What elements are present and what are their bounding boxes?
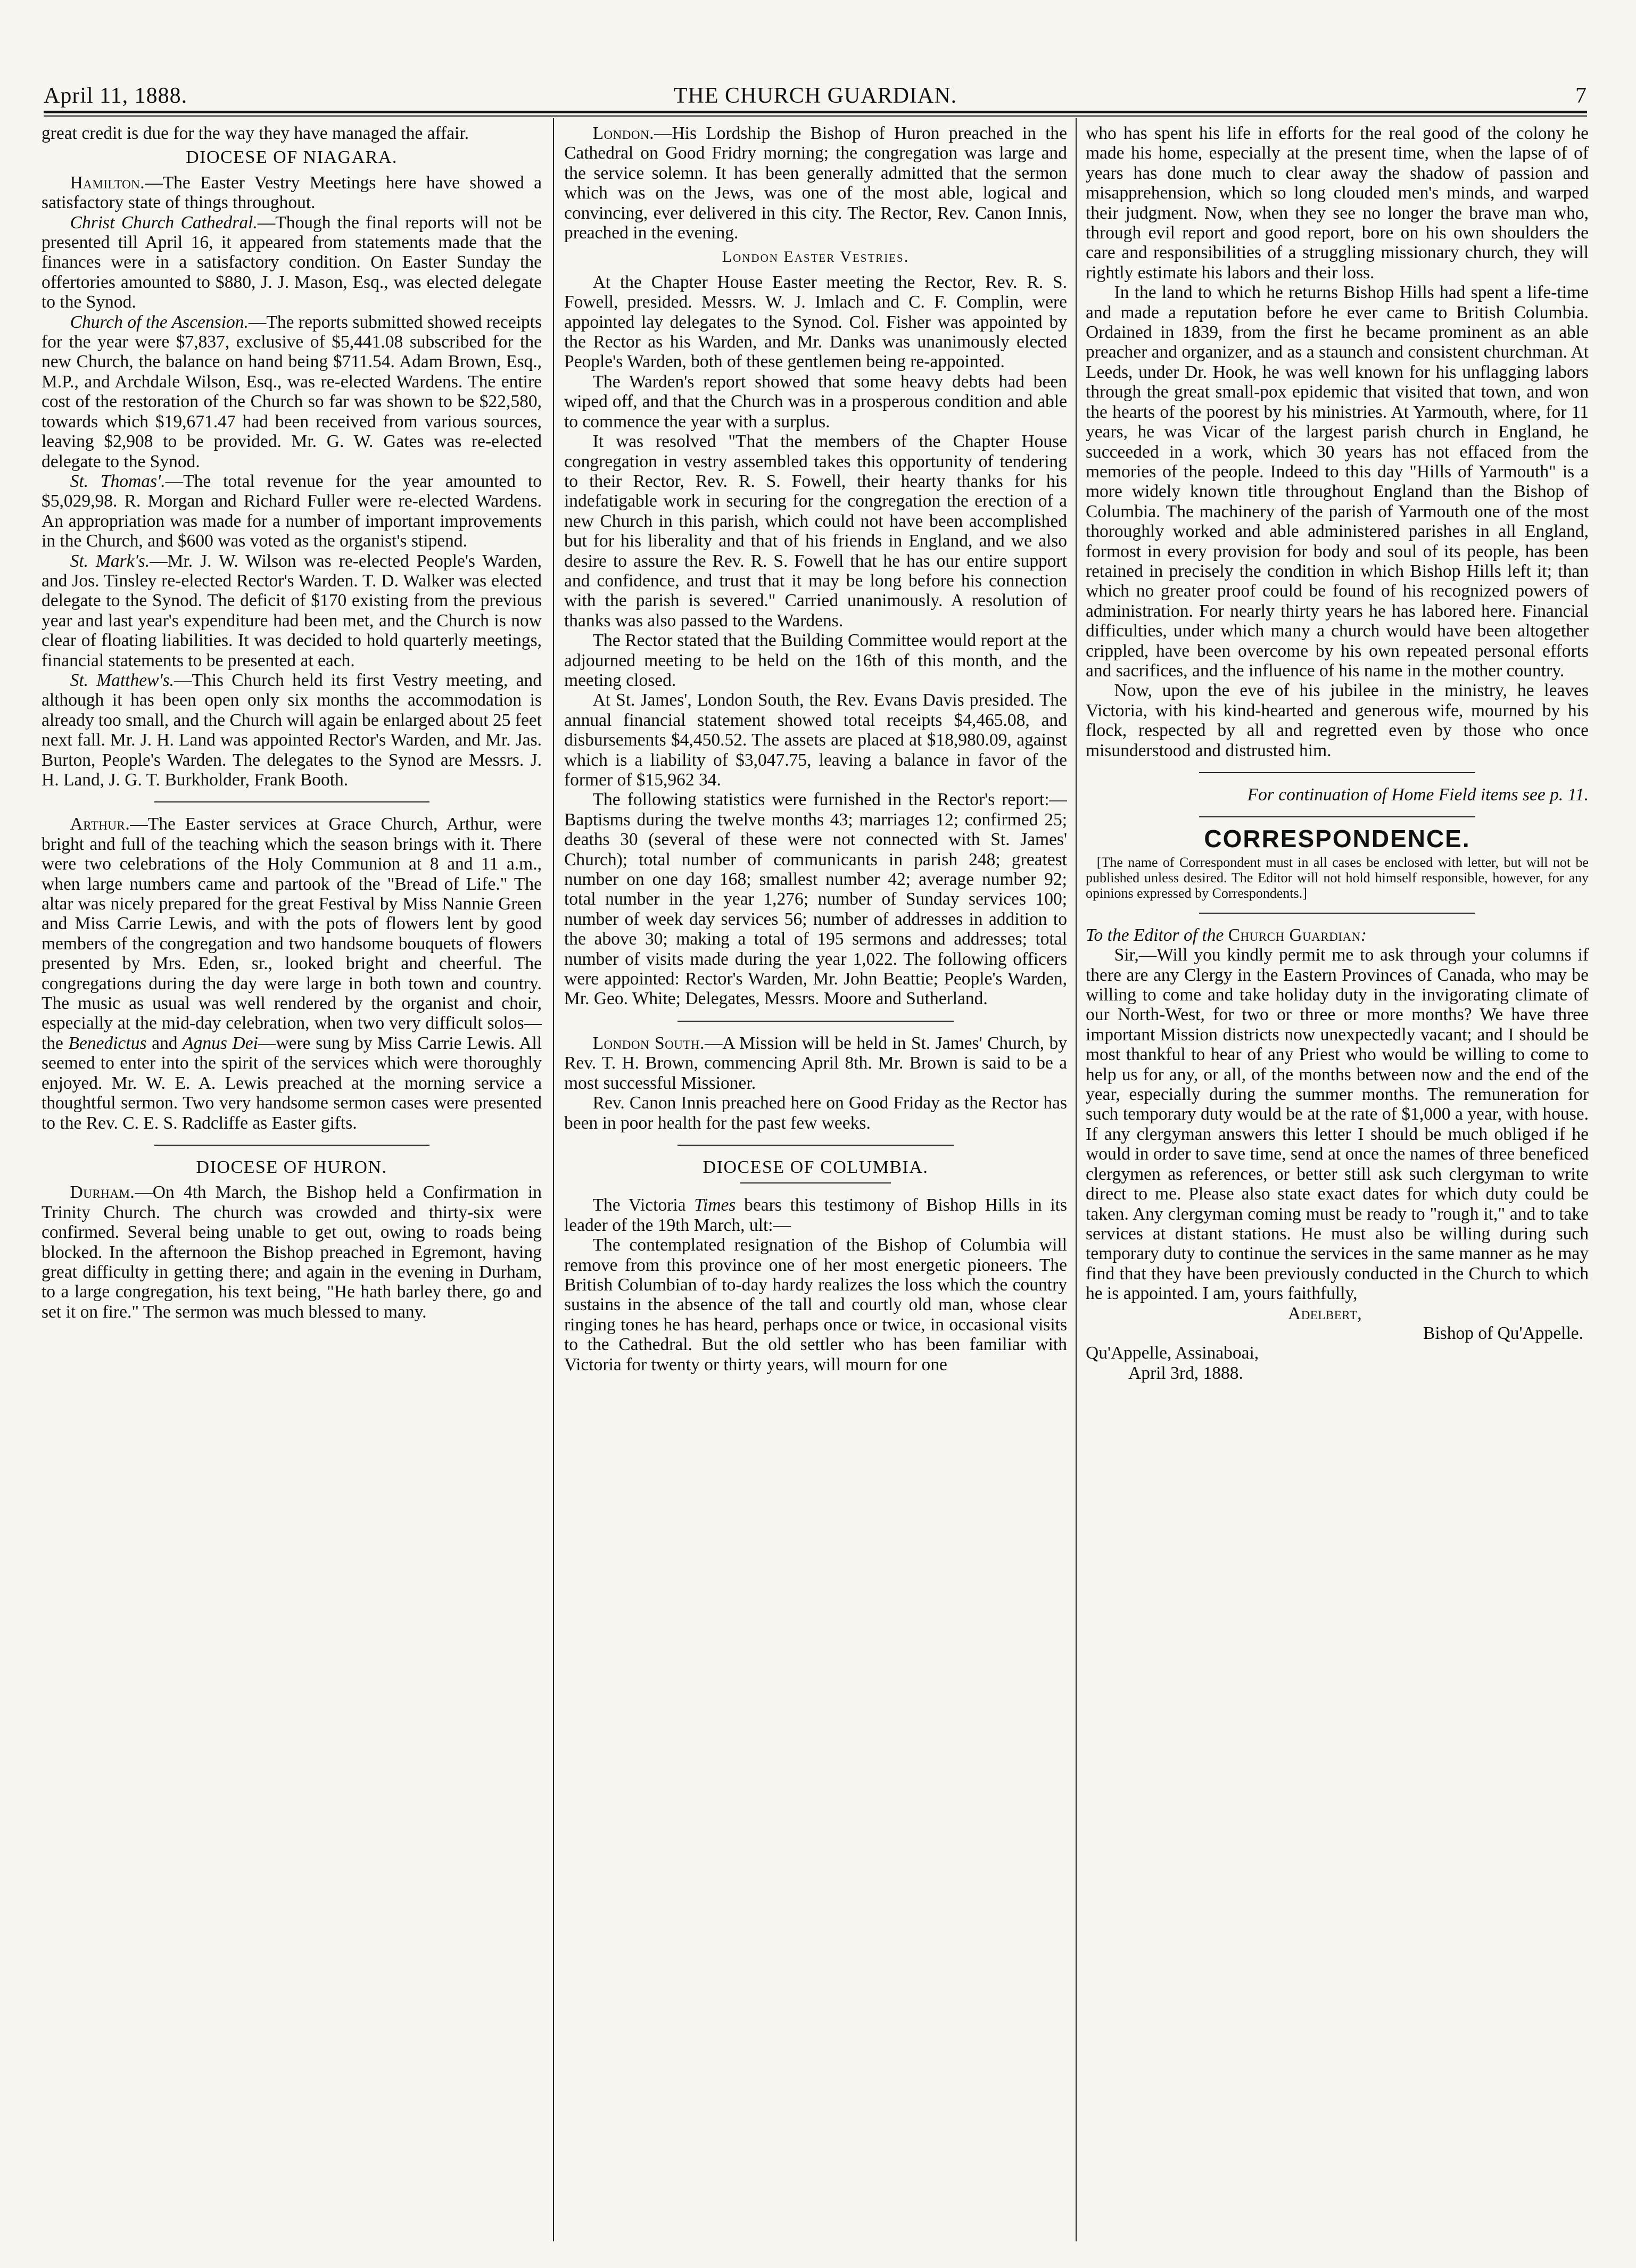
paragraph [564,1195,1067,1235]
divider [677,1145,954,1146]
place-name: Arthur. [70,814,130,834]
letter-body: Sir,—Will you kindly permit me to ask through your columns if there are any Clergy in the Eastern Provinces of Canada, who may be willing to come and take holiday duty in the invigorating climate of our North-West, for two or three or more months? We have three important Mission districts now unexpectedly vacant; and I should be most thankful to hear of any Priest who would be willing to come to help us for any, or all, of the months between now and the end of the year, especially during the summer months. The remuneration for such temporary duty would be at the rate of $1,000 a year, with house. If any clergyman answers this letter I should be much obliged if he would in order to save time, send at once the names of three beneficed clergymen as references, or better still ask such clergyman to write direct to me. Please also state exact dates for which duty could be taken. Any clergyman coming must be ready to "rough it," and to take services at distant stations. He must also be willing during such temporary duty to continue the services in the same manner as he may find that they have been previously conducted in the Church to which he is appointed. I am, yours faithfully, [1086,945,1589,1304]
column-3 [1086,123,1589,2241]
paragraph: who has spent his life in efforts for the real good of the colony he made his home, especially at the present time, when the lapse of of years has done much to clear away the shadow of passion and misapprehension, which so long clouded men's minds, and warped their judgment. Now, when they see no longer the brave man who, through evil report and good report, bore on his own shoulders the care and responsibilities of a struggling missionary church, they will rightly estimate his labors and their loss. [1086,123,1589,283]
hymn-title: Benedictus [68,1033,147,1053]
paragraph-text: —were sung by Miss Carrie Lewis. All seemed to enter into the spirit of the services which were thoroughly enjoyed. Mr. W. E. A. Lewis preached at the morning service a thoughtful sermon. Two very handsome sermon cases were presented to the Rev. C. E. S. Radcliffe as Easter gifts. [42,1033,542,1133]
paragraph-text: —The Easter services at Grace Church, Arthur, were bright and full of the teaching which the season brings with it. There were two celebrations of the Holy Communion at 8 and 11 a.m., when large numbers came and partook of the "Bread of Life." The altar was nicely prepared for the great Festival by Miss Nannie Green and Miss Carrie Lewis, and with the pots of flowers lent by good members of the congregation and two handsome bouquets of flowers presented by Mrs. Eden, sr., looked bright and cheerful. The congregations during the day were large in both town and country. The music as usual was well rendered by the organist and choir, especially at the mid-day celebration, when two very difficult solos—the [42,814,542,1053]
paragraph-text: bears this testimony of Bishop Hills in its leader of the 19th March, ult:— [564,1195,1067,1235]
hymn-title: Agnus Dei [183,1033,258,1053]
paragraph-text: —A Mission will be held in St. James' Church, by Rev. T. H. Brown, commencing April 8th. Mr. Brown is said to be a most successful Missioner. [564,1033,1067,1093]
salutation-text: : [1360,925,1367,945]
paragraph: In the land to which he returns Bishop Hills had spent a life-time and made a reputation before he ever came to British Columbia. Ordained in 1839, from the first he became prominent as an able preacher and organizer, and as a staunch and consistent churchman. At Leeds, under Dr. Hook, he was well known for his unflagging labors through the great small-pox epidemic that visited that town, and won the hearts of the poorest by his ministries. At Yarmouth, where, for 11 years, he was Vicar of the largest parish church in England, he succeeded in a work, which 30 years has not effaced from the memories of the people. Indeed to this day "Hills of Yarmouth" is a more widely known title throughout England than the Bishop of Columbia. The machinery of the parish of Yarmouth one of the most thoroughly worked and able administered parishes in all England, formost in every provision for body and soul of its people, has been retained in precisely the condition in which Bishop Hills left it; than which no greater proof could be found of his recognized powers of administration. For nearly thirty years he has labored here. Financial difficulties, under which many a church would have been altogether crippled, have been overcome by his own repeated personal efforts and sacrifices, and the influence of his name in the mother country. [1086,283,1589,681]
church-name: Church of the Ascension. [70,312,249,332]
paragraph-text: —Mr. J. W. Wilson was re-elected People's Warden, and Jos. Tinsley re-elected Rector's Warden. T. D. Walker was elected delegate to the Synod. The deficit of $170 existing from the previous year and last year's expenditure had been met, and the Church is now clear of floating liabilities. It was decided to hold quarterly meetings, financial statements to be presented at each. [42,551,542,671]
paragraph: The following statistics were furnished in the Rector's report:—Baptisms during the twelve months 43; marriages 12; confirmed 25; deaths 30 (several of these were not connected with St. James' Church); total number of communicants in parish 248; greatest number on one day 168; smallest number 42; average number 92; total number in the year 1,276; number of Sunday services 100; number of week day services 56; number of addresses in addition to the above 30; making a total of 195 sermons and addresses; total number of visits made during the year 1,022. The following officers were appointed: Rector's Warden, Mr. John Beattie; People's Warden, Mr. Geo. White; Delegates, Messrs. Moore and Sutherland. [564,790,1067,1009]
paragraph-text: —His Lordship the Bishop of Huron preached in the Cathedral on Good Fridry morning; the congregation was large and the service solemn. It has been generally admitted that the sermon which was on the Jews, was one of the most able, logical and convincing, ever delivered in this city. The Rector, Rev. Canon Innis, preached in the evening. [564,123,1067,243]
paragraph-text: and [146,1033,183,1053]
column-divider [1076,118,1077,2241]
section-heading-niagara: DIOCESE OF NIAGARA. [186,147,398,168]
place-name: Durham. [70,1182,135,1203]
paragraph [42,213,542,312]
newspaper-name: Church Guardian [1228,925,1361,945]
church-name: St. Thomas'. [70,471,166,491]
paragraph: The Rector stated that the Building Committee would report at the adjourned meeting to be held on the 16th of this month, and the meeting closed. [564,631,1067,690]
newspaper-name: Times [694,1195,736,1215]
church-name: St. Mark's. [70,551,150,571]
section-heading-huron: DIOCESE OF HURON. [196,1157,387,1177]
paragraph [42,173,542,213]
divider [154,1145,429,1146]
signature-name: Adelbert, [1288,1303,1362,1323]
paragraph [42,814,542,1133]
letter-date: April 3rd, 1888. [1128,1363,1243,1383]
place-name: London. [592,123,654,143]
paragraph: At St. James', London South, the Rev. Evans Davis presided. The annual financial statement showed total receipts $4,465.08, and disbursements $4,450.52. The assets are placed at $18,980.09, against which is a liability of $3,047.75, leaving a balance in favor of the former of $15,962 34. [564,690,1067,790]
divider [154,801,429,802]
signature-title: Bishop of Qu'Appelle. [1423,1323,1583,1343]
paragraph-text: —The Easter Vestry Meetings here have showed a satisfactory state of things throughout. [42,172,542,213]
place-name: Hamilton. [70,172,145,193]
subheading-easter-vestries: London Easter Vestries. [722,248,910,266]
paragraph: Now, upon the eve of his jubilee in the ministry, he leaves Victoria, with his kind-hearted and generous wife, mourned by his flock, respected by all and regretted even by those who once misunderstood and distrusted him. [1086,681,1589,760]
paragraph-text: —Though the final reports will not be presented till April 16, it appeared from statements made that the finances were in a satisfactory condition. On Easter Sunday the offertories amounted to $880, J. J. Mason, Esq., was elected delegate to the Synod. [42,212,542,312]
editor-note: [The name of Correspondent must in all cases be enclosed with letter, but will not be published unless desired. The Editor will not hold himself responsible, however, for any opinions expressed by Correspondents.] [1086,854,1589,901]
divider [740,1182,891,1183]
divider [677,1021,954,1022]
paragraph-text: —On 4th March, the Bishop held a Confirmation in Trinity Church. The church was crowded and thirty-six were confirmed. Several being unable to get out, owing to roads being blocked. In the afternoon the Bishop preached in Egremont, having great difficulty in getting there; and again in the evening in Durham, to a large congregation, his text being, "He hath barley there, go and set it on fire." The sermon was much blessed to many. [42,1182,542,1322]
column-divider [553,118,554,2241]
paragraph-text: —This Church held its first Vestry meeting, and although it has been open only six months the accommodation is already too small, and the Church will again be enlarged about 25 feet next fall. Mr. J. H. Land was appointed Rector's Warden, and Mr. Jas. Burton, People's Warden. The delegates to the Synod are Messrs. J. H. Land, J. G. T. Burkholder, Frank Booth. [42,670,542,790]
column-2 [564,123,1067,2241]
column-1 [42,123,542,2241]
header-rule-thin [44,115,1587,117]
paragraph: At the Chapter House Easter meeting the Rector, Rev. R. S. Fowell, presided. Messrs. W. J. Imlach and C. F. Complin, were appointed lay delegates to the Synod. Col. Fisher was appointed by the Rector as his Warden, and Mr. Danks was unanimously elected People's Warden, both of these gentlemen being re-appointed. [564,272,1067,372]
paragraph: Rev. Canon Innis preached here on Good Friday as the Rector has been in poor health for the past few weeks. [564,1093,1067,1133]
header-rule [44,111,1587,113]
continuation-note: For continuation of Home Field items see p. 11. [1247,785,1589,805]
letter-place: Qu'Appelle, Assinaboai, [1086,1343,1259,1363]
divider [1199,913,1476,914]
divider [1199,772,1476,773]
section-heading-columbia: DIOCESE OF COLUMBIA. [703,1157,929,1177]
paragraph: The contemplated resignation of the Bishop of Columbia will remove from this province one of her most energetic pioneers. The British Columbian of to-day hardy realizes the loss which the country sustains in the absence of the tall and courtly old man, whose clear ringing tones he has heard, perhaps once or twice, in occasional visits to the Cathedral. But the old settler who has been familiar with Victoria for twenty or thirty years, will mourn for one [564,1235,1067,1375]
church-name: Christ Church Cathedral. [70,212,258,233]
paragraph-text: —The reports submitted showed receipts for the year were $7,837, exclusive of $5,441.08 subscribed for the new Church, the balance on hand being $711.54. Adam Brown, Esq., M.P., and Archdale Wilson, Esq., was re-elected Wardens. The entire cost of the restoration of the Church so far was shown to be $22,580, towards which $19,671.47 had been received from various sources, leaving $2,908 to be provided. Mr. G. W. Gates was re-elected delegate to the Synod. [42,312,542,471]
paragraph [42,471,542,551]
salutation-text: To the Editor of the [1086,925,1228,945]
page-number: 7 [1575,84,1587,108]
divider [1199,816,1476,817]
church-name: St. Matthew's. [70,670,175,690]
page-header [44,79,1587,109]
paragraph: great credit is due for the way they have managed the affair. [42,123,469,143]
correspondence-heading: CORRESPONDENCE. [1204,825,1470,853]
paragraph: The Warden's report showed that some heavy debts had been wiped off, and that the Church was in a prosperous condition and able to commence the year with a surplus. [564,371,1067,432]
paragraph [564,123,1067,243]
paragraph [42,551,542,671]
paragraph [42,1182,542,1322]
paragraph-text: —The total revenue for the year amounted to $5,029,98. R. Morgan and Richard Fuller were re-elected Wardens. An appropriation was made for a number of important improvements in the Church, and $600 was voted as the organist's stipend. [42,471,542,551]
paragraph [42,312,542,471]
header-date: April 11, 1888. [44,84,188,108]
paragraph-text: The Victoria [592,1195,695,1215]
masthead-title: THE CHURCH GUARDIAN. [673,84,957,108]
place-name: London South. [592,1033,705,1053]
salutation [1086,925,1589,945]
paragraph: It was resolved "That the members of the Chapter House congregation in vestry assembled takes this opportunity of tendering to their Rector, Rev. R. S. Fowell, their hearty thanks for his indefatigable work in securing for the congregation the erection of a new Church in this parish, which could not have been accomplished but for his liberality and that of his friends in England, and we also desire to assure the Rev. R. S. Fowell that he has our entire support and confidence, and trust that it may be long before his connection with the parish is severed." Carried unanimously. A resolution of thanks was also passed to the Wardens. [564,432,1067,631]
paragraph [564,1033,1067,1093]
paragraph [42,671,542,790]
